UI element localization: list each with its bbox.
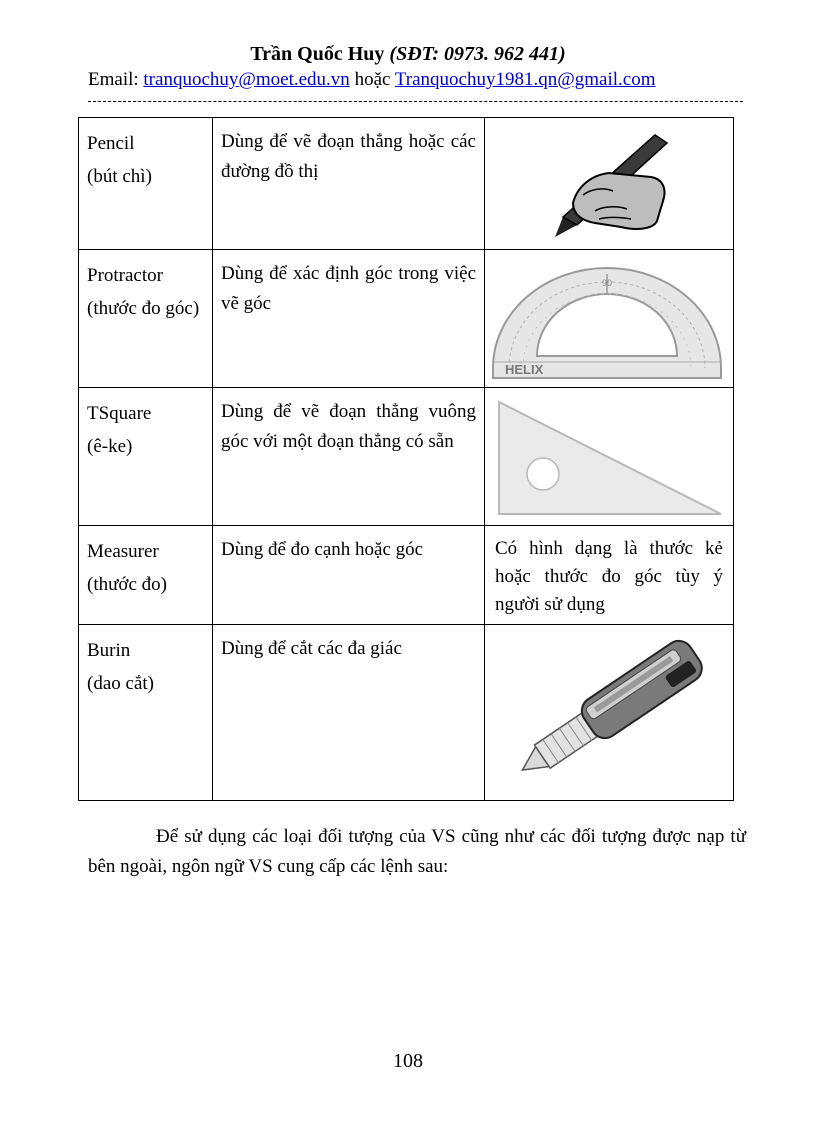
author-phone: (SĐT: 0973. 962 441)	[389, 43, 566, 65]
body-paragraph: Để sử dụng các loại đối tượng của VS cũng như các đối tượng được nạp từ bên ngoài, ngôn ngữ VS cung cấp các lệnh sau:	[88, 826, 746, 877]
tool-name-vi: (dao cắt)	[87, 673, 154, 694]
table-row	[79, 625, 734, 801]
tools-table	[78, 117, 734, 801]
tool-name: TSquare	[87, 403, 152, 424]
email-link-gmail[interactable]: Tranquochuy1981.qn@gmail.com	[394, 69, 656, 90]
tool-name-vi: (thước đo)	[87, 574, 167, 595]
tool-image-cell	[485, 625, 734, 801]
tool-image-cell	[485, 118, 734, 250]
tool-name-cell	[79, 526, 213, 625]
tool-desc: Dùng để cắt các đa giác	[213, 625, 485, 801]
hand-pencil-icon	[487, 125, 727, 243]
header-author-line	[0, 42, 816, 66]
tool-name-cell	[79, 250, 213, 388]
tool-name-vi: (thước đo góc)	[87, 298, 200, 319]
protractor-brand: HELIX	[505, 361, 544, 377]
tool-note: Có hình dạng là thước kẻ hoặc thước đo góc tùy ý người sử dụng	[485, 526, 734, 625]
tool-image-cell	[485, 250, 734, 388]
tool-name: Protractor	[87, 265, 163, 286]
tool-name: Measurer	[87, 541, 159, 562]
tool-name-cell	[79, 118, 213, 250]
header-divider	[88, 101, 743, 102]
tool-desc: Dùng để xác định góc trong việc vẽ góc	[213, 250, 485, 388]
tool-desc: Dùng để vẽ đoạn thẳng vuông góc với một đoạn thẳng có sẵn	[213, 388, 485, 526]
protractor-icon	[487, 256, 727, 382]
tool-desc: Dùng để đo cạnh hoặc góc	[213, 526, 485, 625]
table-row	[79, 526, 734, 625]
author-name: Trần Quốc Huy	[250, 43, 385, 65]
tool-name: Pencil	[87, 133, 135, 154]
or-text: hoặc	[354, 69, 391, 90]
tool-image-cell	[485, 388, 734, 526]
email-link-moet[interactable]: tranquochuy@moet.edu.vn	[143, 69, 350, 90]
tool-name-cell	[79, 625, 213, 801]
set-square-icon	[487, 394, 727, 520]
tool-desc: Dùng để vẽ đoạn thẳng hoặc các đường đồ thị	[213, 118, 485, 250]
tool-name-vi: (bút chì)	[87, 166, 152, 187]
header-email-line	[88, 68, 655, 92]
utility-knife-icon	[487, 633, 727, 793]
table-row	[79, 250, 734, 388]
email-label: Email:	[88, 69, 139, 90]
table-row	[79, 388, 734, 526]
tool-name-cell	[79, 388, 213, 526]
tool-name-vi: (ê-ke)	[87, 436, 133, 457]
tool-name: Burin	[87, 640, 131, 661]
protractor-scale-mark: 90	[601, 277, 613, 288]
page-number: 108	[393, 1050, 423, 1072]
table-row	[79, 118, 734, 250]
